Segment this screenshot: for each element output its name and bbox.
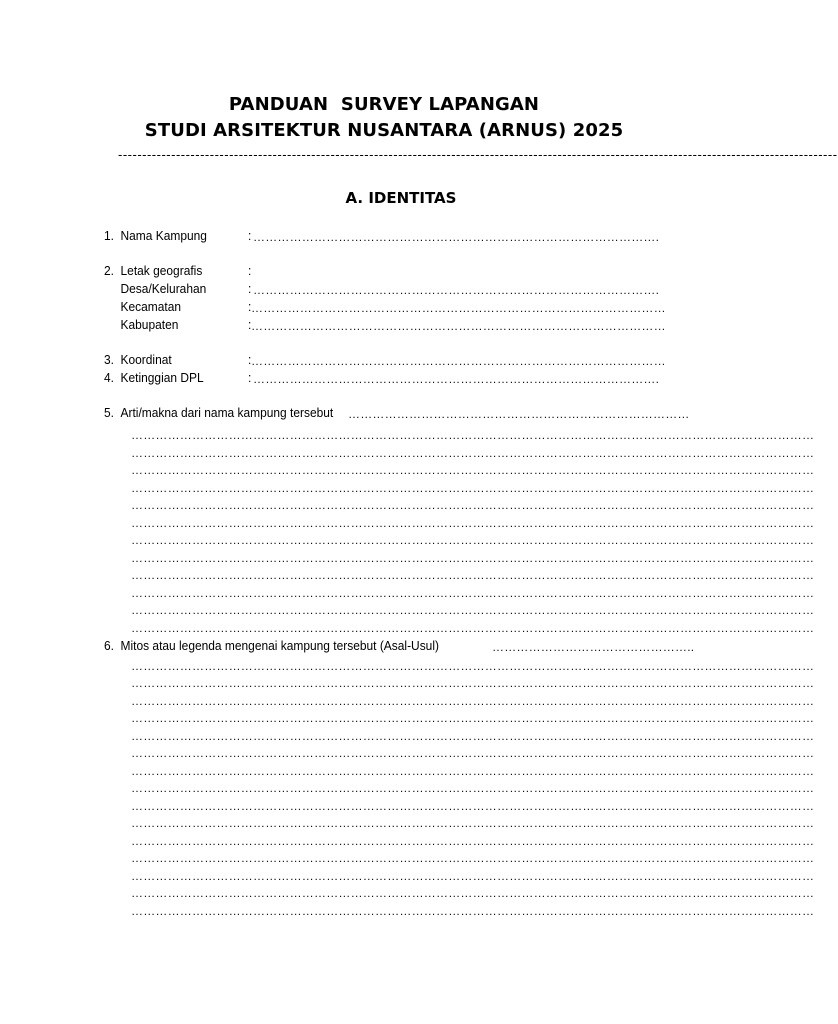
question-label: Mitos atau legenda mengenai kampung tersebut (Asal-Usul) [120,638,439,653]
answer-line-arti[interactable]: …………………………………………………………………………………………………………………………………………………… [131,428,815,442]
field-label: Kabupaten [120,317,179,332]
answer-line-mitos[interactable]: …………………………………………………………………………………………………………………………………………………… [131,659,815,673]
fill-line-nama-kampung[interactable]: ………………………………………………………………………………………. [253,230,660,244]
answer-line-mitos[interactable]: …………………………………………………………………………………………………………………………………………………… [131,764,815,778]
answer-line-mitos[interactable]: …………………………………………………………………………………………………………………………………………………… [131,816,815,830]
answer-line-mitos[interactable]: …………………………………………………………………………………………………………………………………………………… [131,886,815,900]
field-colon: : [248,352,252,367]
answer-line-mitos[interactable]: …………………………………………………………………………………………………………………………………………………… [131,904,815,918]
fill-line-koordinat[interactable]: ………………………………………………………………………………………… [251,354,666,368]
field-colon: : [248,281,252,296]
answer-line-mitos[interactable]: …………………………………………………………………………………………………………………………………………………… [131,711,815,725]
answer-line-arti[interactable]: …………………………………………………………………………………………………………………………………………………… [131,533,815,547]
answer-line-arti[interactable]: …………………………………………………………………………………………………………………………………………………… [131,446,815,460]
section-heading: A. IDENTITAS [345,189,457,207]
fill-line-ketinggian[interactable]: ………………………………………………………………………………………. [253,372,660,386]
fill-line-mitos[interactable]: ………………………………………….. [492,640,695,654]
answer-line-arti[interactable]: …………………………………………………………………………………………………………………………………………………… [131,603,815,617]
field-label: Kecamatan [120,299,182,314]
answer-line-mitos[interactable]: …………………………………………………………………………………………………………………………………………………… [131,729,815,743]
fill-line-desa[interactable]: ………………………………………………………………………………………. [253,283,660,297]
fill-line-kecamatan[interactable]: ………………………………………………………………………………………… [251,301,666,315]
answer-line-arti[interactable]: …………………………………………………………………………………………………………………………………………………… [131,621,815,635]
answer-line-arti[interactable]: …………………………………………………………………………………………………………………………………………………… [131,551,815,565]
field-label: Letak geografis [120,263,203,278]
fill-line-arti[interactable]: ………………………………………………………………………… [348,407,690,421]
item-number: 6. [103,638,114,653]
item-number: 2. [103,263,114,278]
question-label: Arti/makna dari nama kampung tersebut [120,405,334,420]
answer-line-mitos[interactable]: …………………………………………………………………………………………………………………………………………………… [131,781,815,795]
answer-line-arti[interactable]: …………………………………………………………………………………………………………………………………………………… [131,516,815,530]
field-letak-geografis [0,263,707,279]
answer-line-mitos[interactable]: …………………………………………………………………………………………………………………………………………………… [131,851,815,865]
item-number: 1. [103,228,114,243]
item-number: 3. [103,352,114,367]
item-number: 4. [103,370,114,385]
field-label: Nama Kampung [120,228,207,243]
answer-line-arti[interactable]: …………………………………………………………………………………………………………………………………………………… [131,568,815,582]
field-colon: : [248,299,252,314]
answer-line-mitos[interactable]: …………………………………………………………………………………………………………………………………………………… [131,834,815,848]
answer-line-arti[interactable]: …………………………………………………………………………………………………………………………………………………… [131,498,815,512]
item-number: 5. [103,405,114,420]
field-label: Desa/Kelurahan [120,281,207,296]
title-separator: ----------------------------------------------------------------------------------------------------------------------------------------------------- [118,147,838,162]
answer-line-mitos[interactable]: …………………………………………………………………………………………………………………………………………………… [131,799,815,813]
answer-line-arti[interactable]: …………………………………………………………………………………………………………………………………………………… [131,463,815,477]
answer-line-mitos[interactable]: …………………………………………………………………………………………………………………………………………………… [131,746,815,760]
document-title-line-1: PANDUAN SURVEY LAPANGAN [228,94,540,115]
field-colon: : [248,370,252,385]
document-title-line-2: STUDI ARSITEKTUR NUSANTARA (ARNUS) 2025 [144,120,624,141]
answer-line-mitos[interactable]: …………………………………………………………………………………………………………………………………………………… [131,676,815,690]
field-colon: : [248,263,252,278]
fill-line-kabupaten[interactable]: ………………………………………………………………………………………… [251,319,666,333]
answer-line-mitos[interactable]: …………………………………………………………………………………………………………………………………………………… [131,869,815,883]
answer-line-arti[interactable]: …………………………………………………………………………………………………………………………………………………… [131,481,815,495]
answer-line-mitos[interactable]: …………………………………………………………………………………………………………………………………………………… [131,694,815,708]
field-label: Koordinat [120,352,172,367]
field-colon: : [248,228,252,243]
field-label: Ketinggian DPL [120,370,204,385]
field-colon: : [248,317,252,332]
answer-line-arti[interactable]: …………………………………………………………………………………………………………………………………………………… [131,586,815,600]
